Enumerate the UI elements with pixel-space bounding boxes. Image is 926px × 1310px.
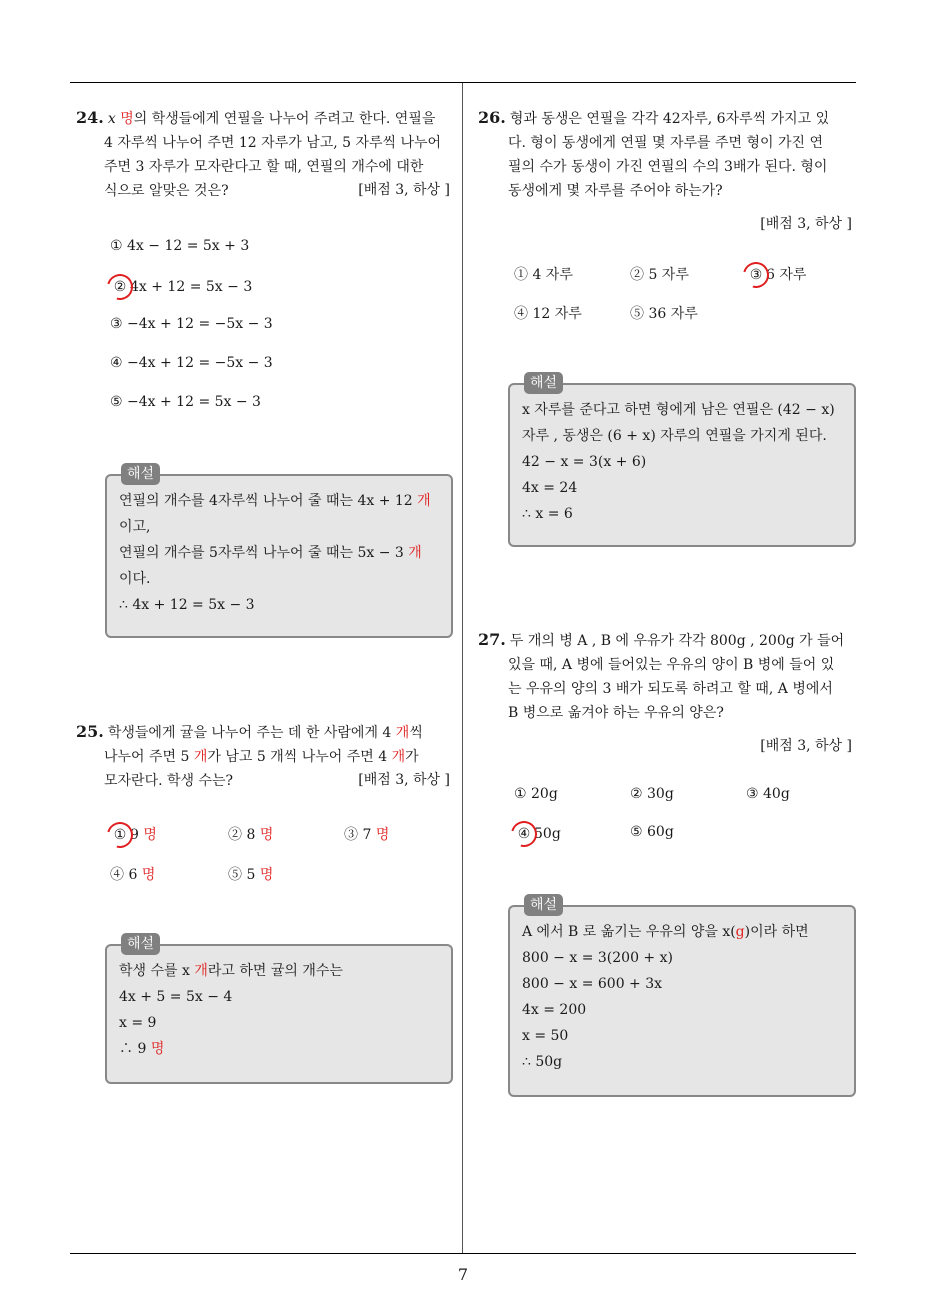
- choice-3[interactable]: ③ 40g: [746, 786, 790, 802]
- problem-text: 모자란다. 학생 수는?: [104, 773, 234, 789]
- choice-5[interactable]: ⑤ 60g: [630, 824, 674, 840]
- problem-number: 24.: [76, 108, 104, 127]
- solution-tag: 해설: [121, 933, 160, 955]
- solution-box: 해설 연필의 개수를 4자루씩 나누어 줄 때는 4x + 12 개 이고, 연필의 개수를 5자루씩 나누어 줄 때는 5x − 3 개 이다. ∴ 4x + 12 = 5x − 3: [105, 474, 453, 638]
- score-label: [배점 3, 하상 ]: [358, 772, 450, 788]
- choice-5[interactable]: ⑤ −4x + 12 = 5x − 3: [110, 394, 261, 410]
- solution-box: 해설 학생 수를 x 개라고 하면 귤의 개수는 4x + 5 = 5x − 4 x = 9 ∴ 9 명: [105, 944, 453, 1084]
- choice-3[interactable]: ③ −4x + 12 = −5x − 3: [110, 316, 273, 332]
- bottom-rule: [70, 1253, 856, 1254]
- answer-circle-icon: [102, 817, 138, 853]
- problem-number: 26.: [478, 108, 506, 127]
- score-label: [배점 3, 하상 ]: [760, 738, 852, 754]
- choice-1[interactable]: ① 20g: [514, 786, 558, 802]
- problem-26: 26. 형과 동생은 연필을 각각 42자루, 6자루씩 가지고 있 다. 형이 동생에게 연필 몇 자루를 주면 형이 가진 연 필의 수가 동생이 가진 연필의 수의 3배가 된다. 형이 동생에게 몇 자루를 주어야 하는가? [배점 3, 하상 ]: [478, 106, 856, 203]
- problem-text: 동생에게 몇 자루를 주어야 하는가?: [508, 183, 723, 199]
- choice-2[interactable]: ② 30g: [630, 786, 674, 802]
- problem-text: 4 자루씩 나누어 주면 12 자루가 남고, 5 자루씩 나누어: [104, 135, 442, 151]
- choice-4[interactable]: ④ −4x + 12 = −5x − 3: [110, 355, 273, 371]
- answer-circle-icon: [102, 269, 138, 305]
- score-label: [배점 3, 하상 ]: [760, 216, 852, 232]
- solution-tag: 해설: [121, 463, 160, 485]
- choice-4[interactable]: ④ 6 명: [110, 867, 156, 883]
- choice-2-selected[interactable]: ② 4x + 12 = 5x − 3: [110, 277, 252, 297]
- problem-25: 25. 학생들에게 귤을 나누어 주는 데 한 사람에게 4 개씩 나누어 주면 5 개가 남고 5 개씩 나누어 주면 4 개가 모자란다. 학생 수는? [배점 3, 하상 ]: [76, 720, 454, 793]
- choice-1-selected[interactable]: ① 9 명: [110, 824, 157, 845]
- choice-5[interactable]: ⑤ 36 자루: [630, 306, 698, 322]
- problem-text: 주면 3 자루가 모자란다고 할 때, 연필의 개수에 대한: [104, 159, 424, 175]
- problem-text: 는 우유의 양의 3 배가 되도록 하려고 할 때, A 병에서: [508, 681, 833, 697]
- choice-4[interactable]: ④ 12 자루: [514, 306, 582, 322]
- problem-27: 27. 두 개의 병 A , B 에 우유가 각각 800g , 200g 가 들어 있을 때, A 병에 들어있는 우유의 양이 B 병에 들어 있 는 우유의 양의 3 배가 되도록 하려고 할 때, A 병에서 B 병으로 옮겨야 하는 우유의 양은? [배점 3, 하상 ]: [478, 628, 856, 725]
- problem-text: B 병으로 옮겨야 하는 우유의 양은?: [508, 705, 724, 721]
- problem-text: 식으로 알맞은 것은?: [104, 183, 229, 199]
- problem-24: 24. x 명의 학생들에게 연필을 나누어 주려고 한다. 연필을 4 자루씩 나누어 주면 12 자루가 남고, 5 자루씩 나누어 주면 3 자루가 모자란다고 할 때, 연필의 개수에 대한 식으로 알맞은 것은? [배점 3, 하상 ]: [76, 106, 454, 203]
- choice-5[interactable]: ⑤ 5 명: [228, 867, 274, 883]
- choice-2[interactable]: ② 5 자루: [630, 267, 689, 283]
- column-divider: [462, 83, 463, 1253]
- score-label: [배점 3, 하상 ]: [358, 182, 450, 198]
- problem-number: 25.: [76, 722, 104, 741]
- solution-tag: 해설: [524, 894, 563, 916]
- answer-circle-icon: [738, 257, 774, 293]
- choice-3[interactable]: ③ 7 명: [344, 827, 390, 843]
- solution-tag: 해설: [524, 372, 563, 394]
- top-rule: [70, 82, 856, 83]
- choice-2[interactable]: ② 8 명: [228, 827, 274, 843]
- problem-text: 필의 수가 동생이 가진 연필의 수의 3배가 된다. 형이: [508, 159, 828, 175]
- solution-box: 해설 x 자루를 준다고 하면 형에게 남은 연필은 (42 − x) 자루 , 동생은 (6 + x) 자루의 연필을 가지게 된다. 42 − x = 3(x + 6) 4x = 24 ∴ x = 6: [508, 383, 856, 547]
- page-number: 7: [457, 1265, 469, 1284]
- choice-3-selected[interactable]: ③ 6 자루: [746, 264, 806, 285]
- problem-text: 있을 때, A 병에 들어있는 우유의 양이 B 병에 들어 있: [508, 657, 835, 673]
- problem-number: 27.: [478, 630, 506, 649]
- choice-1[interactable]: ① 4x − 12 = 5x + 3: [110, 238, 250, 254]
- choice-1[interactable]: ① 4 자루: [514, 267, 573, 283]
- problem-text: 다. 형이 동생에게 연필 몇 자루를 주면 형이 가진 연: [508, 135, 823, 151]
- choice-4-selected[interactable]: ④ 50g: [514, 824, 561, 844]
- answer-circle-icon: [506, 816, 542, 852]
- solution-box: 해설 A 에서 B 로 옮기는 우유의 양을 x(g)이라 하면 800 − x = 3(200 + x) 800 − x = 600 + 3x 4x = 200 x = 50 ∴ 50g: [508, 905, 856, 1097]
